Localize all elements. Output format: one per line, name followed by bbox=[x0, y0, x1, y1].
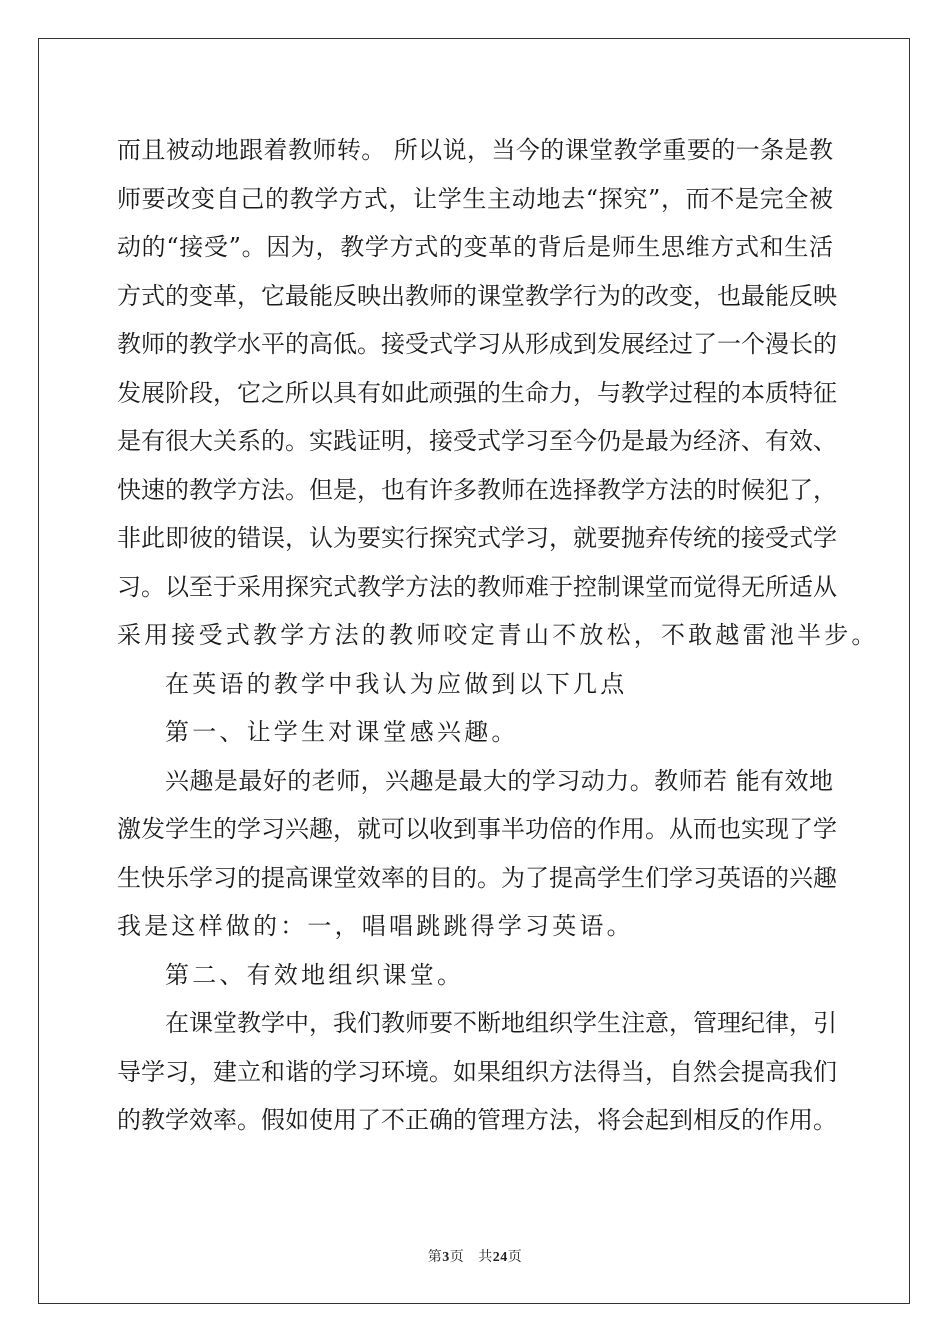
current-page-number: 3 bbox=[442, 1250, 450, 1265]
paragraph-line: 动的“接受”。因为，教学方式的变革的背后是师生思维方式和生活 bbox=[117, 233, 833, 261]
total-label-suffix: 页 bbox=[507, 1250, 523, 1265]
paragraph-line: 教师的教学水平的高低。接受式学习从形成到发展经过了一个漫长的 bbox=[117, 330, 837, 358]
paragraph-line: 习。以至于采用探究式教学方法的教师难于控制课堂而觉得无所适从 bbox=[117, 572, 837, 601]
total-label-prefix: 共 bbox=[478, 1250, 493, 1265]
paragraph-line: 师要改变自己的教学方式，让学生主动地去“探究”，而不是完全被 bbox=[117, 184, 833, 213]
page-label-prefix: 第 bbox=[427, 1250, 443, 1265]
paragraph-line: 兴趣是最好的老师，兴趣是最大的学习动力。教师若 能有效地 bbox=[165, 766, 833, 795]
paragraph-line: 我是这样做的：一，唱唱跳跳得学习英语。 bbox=[117, 912, 634, 940]
paragraph-line: 方式的变革，它最能反映出教师的课堂教学行为的改变，也最能反映 bbox=[117, 281, 837, 310]
paragraph-line: 非此即彼的错误，认为要实行探究式学习，就要抛弃传统的接受式学 bbox=[117, 524, 837, 552]
paragraph-line: 是有很大关系的。实践证明，接受式学习至今仍是最为经济、有效、 bbox=[117, 427, 837, 455]
page-footer bbox=[0, 1246, 950, 1266]
paragraph-line: 采用接受式教学方法的教师咬定青山不放松，不敢越雷池半步。 bbox=[117, 621, 879, 649]
paragraph-line: 的教学效率。假如使用了不正确的管理方法，将会起到相反的作用。 bbox=[117, 1106, 837, 1134]
section-heading-1: 第一、让学生对课堂感兴趣。 bbox=[165, 718, 519, 746]
paragraph-line: 发展阶段，它之所以具有如此顽强的生命力，与教学过程的本质特征 bbox=[117, 378, 837, 407]
document-body bbox=[117, 126, 879, 1145]
paragraph-line: 在课堂教学中，我们教师要不断地组织学生注意，管理纪律，引 bbox=[165, 1009, 837, 1037]
paragraph-line: 而且被动地跟着教师转。 所以说，当今的课堂教学重要的一条是教 bbox=[117, 136, 833, 164]
paragraph-line: 激发学生的学习兴趣，就可以收到事半功倍的作用。从而也实现了学 bbox=[117, 815, 837, 843]
section-intro: 在英语的教学中我认为应做到以下几点 bbox=[165, 669, 628, 698]
paragraph-line: 导学习，建立和谐的学习环境。如果组织方法得当，自然会提高我们 bbox=[117, 1057, 837, 1086]
section-heading-2: 第二、有效地组织课堂。 bbox=[165, 960, 465, 989]
total-page-count: 24 bbox=[492, 1250, 508, 1265]
paragraph-line: 快速的教学方法。但是，也有许多教师在选择教学方法的时候犯了， bbox=[117, 475, 837, 504]
paragraph-line: 生快乐学习的提高课堂效率的目的。为了提高学生们学习英语的兴趣 bbox=[117, 863, 837, 892]
page-label-suffix: 页 bbox=[449, 1250, 465, 1265]
